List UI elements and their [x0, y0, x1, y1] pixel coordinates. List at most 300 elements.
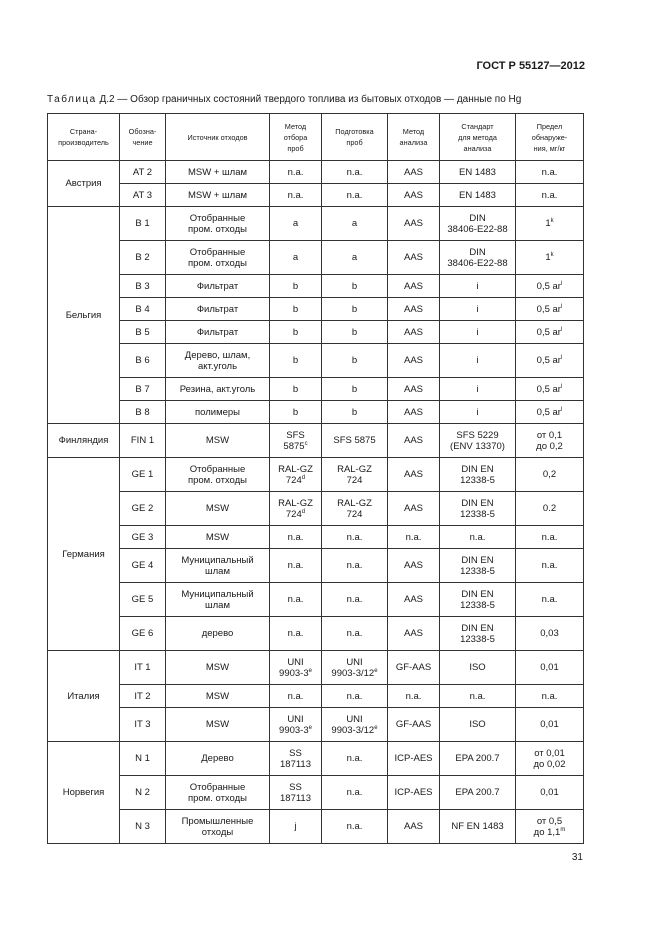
waste-source-cell: [166, 321, 270, 344]
cell-text: UNI: [346, 713, 363, 725]
cell-text: AAS: [403, 326, 423, 338]
cell-text: 0,5 ar: [536, 280, 561, 292]
cell-text: Стандарт: [461, 121, 494, 131]
waste-source-cell: [166, 810, 270, 844]
sample-prep-cell: [322, 651, 388, 685]
cell-text: MSW: [205, 690, 230, 702]
cell-text: AAS: [403, 469, 423, 480]
cell-text: AAS: [403, 303, 423, 315]
sampling-method-cell: [270, 776, 322, 810]
cell-text: i: [476, 406, 479, 418]
country-cell: Австрия: [48, 161, 120, 207]
cell-text: n.a.: [469, 690, 486, 702]
sampling-method-cell: [270, 378, 322, 401]
cell-text: DIN EN: [461, 622, 494, 634]
sample-prep-cell: [322, 549, 388, 583]
sampling-method-cell: [270, 458, 322, 492]
table-row: [48, 492, 584, 526]
cell-text: AAS: [403, 252, 423, 263]
cell-text: B 3: [135, 280, 150, 292]
sampling-method-cell: [270, 583, 322, 617]
sample-prep-cell: [322, 321, 388, 344]
cell-text: i: [476, 280, 479, 292]
cell-text: MSW: [205, 435, 230, 446]
analysis-standard-cell: [440, 275, 516, 298]
cell-text: b: [292, 303, 299, 315]
cell-text: 0,5 ar: [536, 326, 561, 338]
cell-text: AAS: [403, 218, 423, 229]
detection-limit-cell: [516, 742, 584, 776]
designation-cell: [120, 708, 166, 742]
cell-text: n.a.: [346, 189, 363, 201]
cell-text: MSW: [205, 719, 230, 730]
cell-text: n.a.: [469, 531, 486, 543]
cell-text: 0,5 ar: [536, 406, 561, 418]
cell-text: UNI: [287, 656, 304, 668]
cell-text: обнаруже-: [531, 132, 568, 142]
cell-text: RAL-GZ: [337, 497, 372, 509]
cell-text: n.a.: [541, 166, 558, 178]
analysis-method-cell: [388, 549, 440, 583]
cell-text: Отобранные: [189, 463, 246, 475]
designation-cell: [120, 526, 166, 549]
sampling-method-cell: [270, 708, 322, 742]
cell-text: 38406-E22-88: [447, 223, 508, 235]
cell-text: SFS 5229: [456, 429, 499, 441]
cell-text: i: [476, 326, 479, 338]
cell-text: AAS: [403, 189, 423, 201]
column-header-country: [48, 114, 120, 161]
analysis-method-cell: [388, 685, 440, 708]
cell-text: GF-AAS: [395, 719, 432, 730]
designation-cell: [120, 685, 166, 708]
table-row: [48, 344, 584, 378]
cell-text: 0,03: [540, 628, 559, 639]
table-row: [48, 241, 584, 275]
cell-text: GE 4: [131, 560, 154, 571]
detection-limit-cell: [516, 583, 584, 617]
table-row: [48, 321, 584, 344]
designation-cell: [120, 458, 166, 492]
cell-text: 0.2: [542, 503, 557, 514]
analysis-method-cell: [388, 298, 440, 321]
cell-text: b: [351, 280, 358, 292]
cell-text: чение: [132, 138, 153, 147]
country-cell: Бельгия: [48, 207, 120, 424]
footnote-marker: k: [550, 251, 554, 258]
analysis-method-cell: [388, 378, 440, 401]
cell-text: дерево: [201, 628, 234, 639]
analysis-standard-cell: [440, 378, 516, 401]
cell-text: SS: [289, 781, 302, 793]
cell-text: n.a.: [346, 787, 363, 798]
cell-text: 38406-E22-88: [447, 257, 508, 269]
analysis-method-cell: [388, 184, 440, 207]
cell-text: 12338-5: [460, 508, 495, 520]
detection-limit-cell: [516, 275, 584, 298]
cell-text: ICP-AES: [394, 753, 433, 764]
cell-text: 12338-5: [460, 474, 495, 486]
cell-text: отбора: [283, 132, 308, 142]
table-row: [48, 708, 584, 742]
analysis-standard-cell: [440, 708, 516, 742]
cell-text: 9903-3/12: [331, 667, 375, 679]
cell-text: AAS: [403, 406, 423, 418]
cell-text: Метод: [402, 127, 425, 136]
table-caption: [47, 94, 521, 105]
cell-text: 12338-5: [460, 633, 495, 645]
hg-data-table: [47, 113, 584, 844]
analysis-standard-cell: [440, 492, 516, 526]
cell-text: n.a.: [346, 166, 363, 178]
cell-text: MSW: [205, 531, 230, 543]
sampling-method-cell: [270, 742, 322, 776]
designation-cell: [120, 651, 166, 685]
cell-text: ISO: [469, 719, 486, 730]
designation-cell: [120, 401, 166, 424]
cell-text: n.a.: [346, 594, 363, 605]
cell-text: Фильтрат: [196, 280, 239, 292]
column-header-detection-limit: [516, 114, 584, 161]
cell-text: B 5: [135, 326, 150, 338]
detection-limit-cell: [516, 184, 584, 207]
cell-text: Резина, акт.уголь: [179, 383, 256, 395]
table-body: [48, 161, 584, 844]
cell-text: полимеры: [195, 406, 240, 418]
cell-text: пром. отходы: [187, 223, 248, 235]
cell-text: Фильтрат: [196, 303, 239, 315]
designation-cell: [120, 344, 166, 378]
analysis-standard-cell: [440, 583, 516, 617]
cell-text: анализа: [463, 143, 492, 153]
footnote-marker: e: [374, 667, 378, 674]
cell-text: 9903-3: [279, 724, 309, 736]
sampling-method-cell: [270, 492, 322, 526]
cell-text: производитель: [58, 138, 109, 147]
cell-text: 5875: [283, 440, 305, 452]
analysis-standard-cell: [440, 549, 516, 583]
sample-prep-cell: [322, 492, 388, 526]
cell-text: проб: [287, 143, 304, 153]
cell-text: Подготовка: [335, 127, 374, 136]
waste-source-cell: [166, 776, 270, 810]
analysis-standard-cell: [440, 776, 516, 810]
cell-text: n.a.: [541, 594, 558, 605]
sample-prep-cell: [322, 617, 388, 651]
sample-prep-cell: [322, 583, 388, 617]
detection-limit-cell: [516, 492, 584, 526]
analysis-standard-cell: [440, 298, 516, 321]
cell-text: AAS: [403, 628, 423, 639]
cell-text: Предел: [536, 121, 563, 131]
analysis-method-cell: [388, 344, 440, 378]
table-row: [48, 184, 584, 207]
cell-text: GF-AAS: [395, 662, 432, 673]
cell-text: 9903-3/12: [331, 724, 375, 736]
designation-cell: [120, 776, 166, 810]
detection-limit-cell: [516, 298, 584, 321]
cell-text: Отобранные: [189, 246, 246, 258]
detection-limit-cell: [516, 401, 584, 424]
detection-limit-cell: [516, 708, 584, 742]
analysis-method-cell: [388, 275, 440, 298]
waste-source-cell: [166, 742, 270, 776]
cell-text: 12338-5: [460, 599, 495, 611]
table-row: [48, 685, 584, 708]
analysis-standard-cell: [440, 651, 516, 685]
cell-text: отходы: [201, 826, 234, 838]
cell-text: EN 1483: [459, 189, 496, 201]
analysis-method-cell: [388, 742, 440, 776]
cell-text: N 2: [135, 787, 150, 798]
country-cell: Финляндия: [48, 424, 120, 458]
footnote-marker: e: [308, 724, 312, 731]
sampling-method-cell: [270, 549, 322, 583]
cell-text: B 7: [135, 383, 150, 395]
cell-text: n.a.: [346, 531, 363, 543]
designation-cell: [120, 810, 166, 844]
cell-text: GE 3: [131, 531, 154, 543]
cell-text: i: [476, 303, 479, 315]
cell-text: n.a.: [346, 821, 363, 832]
sample-prep-cell: [322, 458, 388, 492]
footnote-marker: e: [308, 667, 312, 674]
cell-text: Муниципальный: [181, 554, 254, 566]
cell-text: n.a.: [405, 690, 422, 702]
analysis-method-cell: [388, 401, 440, 424]
analysis-standard-cell: [440, 184, 516, 207]
detection-limit-cell: [516, 321, 584, 344]
footnote-marker: d: [301, 508, 306, 515]
waste-source-cell: [166, 378, 270, 401]
cell-text: от 0,5: [536, 815, 563, 827]
waste-source-cell: [166, 458, 270, 492]
cell-text: DIN EN: [461, 554, 494, 566]
analysis-standard-cell: [440, 685, 516, 708]
waste-source-cell: [166, 685, 270, 708]
designation-cell: [120, 549, 166, 583]
table-row: [48, 275, 584, 298]
cell-text: 724: [285, 474, 302, 486]
table-row: [48, 810, 584, 844]
cell-text: AAS: [403, 594, 423, 605]
sample-prep-cell: [322, 708, 388, 742]
cell-text: AAS: [403, 821, 423, 832]
cell-text: n.a.: [287, 594, 304, 605]
analysis-standard-cell: [440, 526, 516, 549]
cell-text: для метода: [458, 132, 497, 142]
cell-text: Муниципальный: [181, 588, 254, 600]
cell-text: GE 2: [131, 503, 154, 514]
cell-text: Отобранные: [189, 212, 246, 224]
cell-text: B 2: [135, 252, 150, 263]
table-row: [48, 458, 584, 492]
table-header-row: [48, 114, 584, 161]
detection-limit-cell: [516, 549, 584, 583]
analysis-standard-cell: [440, 321, 516, 344]
cell-text: EN 1483: [459, 166, 496, 178]
designation-cell: [120, 424, 166, 458]
cell-text: EPA 200.7: [455, 787, 500, 798]
cell-text: b: [351, 326, 358, 338]
footnote-marker: m: [560, 826, 566, 833]
sample-prep-cell: [322, 298, 388, 321]
cell-text: AAS: [403, 383, 423, 395]
cell-text: b: [292, 406, 299, 418]
cell-text: DIN EN: [461, 497, 494, 509]
cell-text: MSW + шлам: [187, 166, 248, 178]
cell-text: RAL-GZ: [278, 463, 313, 475]
cell-text: N 1: [135, 753, 150, 764]
waste-source-cell: [166, 708, 270, 742]
sample-prep-cell: [322, 424, 388, 458]
cell-text: GE 5: [131, 594, 154, 605]
cell-text: n.a.: [346, 753, 363, 764]
country-cell: Италия: [48, 651, 120, 742]
cell-text: a: [292, 252, 299, 263]
sample-prep-cell: [322, 207, 388, 241]
sampling-method-cell: [270, 298, 322, 321]
analysis-method-cell: [388, 458, 440, 492]
designation-cell: [120, 207, 166, 241]
cell-text: ISO: [469, 662, 486, 673]
cell-text: 0,5 ar: [536, 303, 561, 315]
analysis-method-cell: [388, 583, 440, 617]
cell-text: GE 1: [131, 469, 154, 480]
cell-text: Обозна-: [128, 127, 157, 136]
cell-text: шлам: [205, 565, 230, 577]
cell-text: n.a.: [287, 189, 304, 201]
table-row: [48, 207, 584, 241]
sample-prep-cell: [322, 378, 388, 401]
page-number: 31: [571, 852, 583, 863]
analysis-method-cell: [388, 241, 440, 275]
cell-text: b: [351, 383, 358, 395]
column-header-sample-prep: [322, 114, 388, 161]
cell-text: j: [294, 821, 297, 832]
cell-text: пром. отходы: [187, 257, 248, 269]
waste-source-cell: [166, 583, 270, 617]
footnote-marker: e: [374, 724, 378, 731]
cell-text: n.a.: [346, 690, 363, 702]
waste-source-cell: [166, 275, 270, 298]
cell-text: 1: [545, 252, 551, 263]
footnote-marker: k: [550, 217, 554, 224]
waste-source-cell: [166, 298, 270, 321]
cell-text: 724: [346, 474, 363, 486]
table-row: [48, 378, 584, 401]
table-row: [48, 549, 584, 583]
analysis-method-cell: [388, 617, 440, 651]
designation-cell: [120, 742, 166, 776]
cell-text: до 0,02: [533, 758, 566, 770]
detection-limit-cell: [516, 776, 584, 810]
analysis-method-cell: [388, 526, 440, 549]
detection-limit-cell: [516, 810, 584, 844]
sampling-method-cell: [270, 344, 322, 378]
cell-text: AT 2: [132, 166, 153, 178]
cell-text: AAS: [403, 280, 423, 292]
cell-text: Источник отходов: [187, 132, 248, 142]
waste-source-cell: [166, 651, 270, 685]
column-header-analysis-standard: [440, 114, 516, 161]
cell-text: AT 3: [132, 189, 153, 201]
sample-prep-cell: [322, 742, 388, 776]
footnote-marker: l: [560, 406, 563, 413]
cell-text: B 8: [135, 406, 150, 418]
cell-text: 0,01: [540, 787, 559, 798]
cell-text: n.a.: [541, 189, 558, 201]
sample-prep-cell: [322, 776, 388, 810]
table-row: [48, 776, 584, 810]
analysis-standard-cell: [440, 207, 516, 241]
cell-text: проб: [346, 138, 363, 147]
cell-text: Дерево: [201, 753, 234, 764]
footnote-marker: l: [560, 280, 563, 287]
designation-cell: [120, 161, 166, 184]
table-row: [48, 424, 584, 458]
cell-text: a: [292, 218, 299, 229]
cell-text: n.a.: [405, 531, 422, 543]
cell-text: пром. отходы: [187, 792, 248, 804]
table-row: [48, 526, 584, 549]
analysis-standard-cell: [440, 161, 516, 184]
cell-text: i: [476, 355, 479, 366]
cell-text: DIN: [469, 246, 486, 258]
table-row: [48, 161, 584, 184]
cell-text: 0,01: [540, 662, 559, 673]
sample-prep-cell: [322, 275, 388, 298]
cell-text: MSW: [205, 503, 230, 514]
cell-text: Промышленные: [181, 815, 254, 827]
sampling-method-cell: [270, 401, 322, 424]
cell-text: FIN 1: [130, 435, 155, 446]
detection-limit-cell: [516, 207, 584, 241]
cell-text: 0,2: [542, 469, 557, 480]
analysis-standard-cell: [440, 810, 516, 844]
analysis-method-cell: [388, 651, 440, 685]
cell-text: b: [351, 303, 358, 315]
waste-source-cell: [166, 207, 270, 241]
cell-text: b: [351, 355, 358, 366]
analysis-method-cell: [388, 207, 440, 241]
cell-text: a: [351, 218, 358, 229]
cell-text: SS: [289, 747, 302, 759]
waste-source-cell: [166, 492, 270, 526]
cell-text: IT 1: [134, 662, 151, 673]
designation-cell: [120, 492, 166, 526]
sample-prep-cell: [322, 161, 388, 184]
designation-cell: [120, 321, 166, 344]
waste-source-cell: [166, 184, 270, 207]
analysis-method-cell: [388, 424, 440, 458]
footnote-marker: c: [304, 440, 308, 447]
cell-text: MSW: [205, 662, 230, 673]
analysis-standard-cell: [440, 458, 516, 492]
cell-text: n.a.: [287, 690, 304, 702]
cell-text: n.a.: [287, 531, 304, 543]
footnote-marker: l: [560, 354, 563, 361]
cell-text: B 1: [135, 218, 150, 229]
table-row: [48, 298, 584, 321]
cell-text: DIN EN: [461, 463, 494, 475]
cell-text: UNI: [346, 656, 363, 668]
cell-text: n.a.: [541, 690, 558, 702]
column-header-analysis-method: [388, 114, 440, 161]
cell-text: 12338-5: [460, 565, 495, 577]
designation-cell: [120, 583, 166, 617]
cell-text: AAS: [403, 435, 423, 446]
